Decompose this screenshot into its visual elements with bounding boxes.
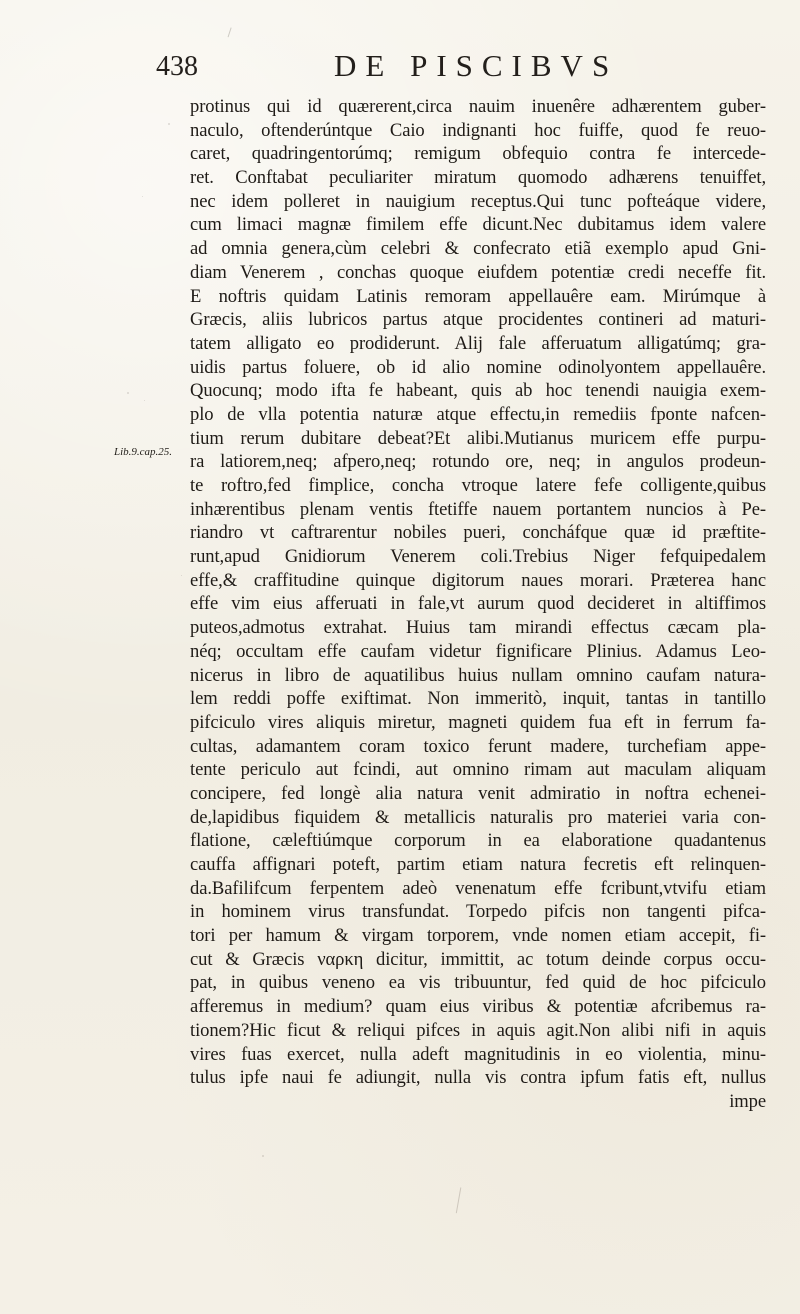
text-line-2: naculo, oftenderúntque Caio indignanti hoc fuiffe, quod fe reuo- [190, 119, 766, 141]
paper-speck [127, 392, 129, 394]
paper-speck [144, 400, 145, 401]
page-number: 438 [156, 51, 198, 82]
text-line-19: riandro vt caftrarentur nobiles pueri, concháfque quæ id præftite- [190, 522, 766, 544]
text-line-1: protinus qui id quærerent,circa nauim inuenêre adhærentem guber- [190, 96, 766, 117]
text-line-11: tatem alligato eo prodiderunt. Alij fale afferuatum alligatúmq; gra- [190, 332, 766, 354]
ink-mark [456, 1187, 469, 1214]
margin-note: Lib.9.cap.25. [114, 446, 173, 458]
text-line-18: inhærentibus plenam ventis ftetiffe nauem portantem nuncios à Pe- [190, 498, 766, 520]
text-line-20: runt,apud Gnidiorum Venerem coli.Trebius Niger fefquipedalem [190, 546, 766, 568]
text-line-35: in hominem virus transfundat. Torpedo pifcis non tangenti pifca- [190, 901, 766, 923]
text-line-36: tori per hamum & virgam torporem, vnde nomen etiam accepit, fi- [190, 925, 766, 947]
text-line-24: néq; occultam effe caufam videtur fignificare Plinius. Adamus Leo- [190, 640, 766, 662]
text-line-8: diam Venerem , conchas quoque eiufdem potentiæ credi neceffe fit. [190, 261, 766, 283]
text-line-31: de,lapidibus fiquidem & metallicis naturalis pro materiei varia con- [190, 806, 766, 828]
text-line-10: Græcis, aliis lubricos partus atque procidentes contineri ad maturi- [190, 309, 766, 331]
text-line-14: plo de vlla potentia naturæ atque effectu,in remediis fponte nafcen- [190, 403, 766, 425]
text-line-29: tente periculo aut fcindi, aut omnino rimam aut maculam aliquam [190, 759, 766, 781]
text-line-26: lem reddi poffe exiftimat. Non immeritò, inquit, tantas in tantillo [190, 688, 766, 710]
text-line-13: Quocunq; modo ifta fe habeant, quis ab hoc tenendi nauigia exem- [190, 380, 766, 402]
running-head: DE PISCIBVS [334, 48, 619, 83]
text-line-21: effe,& craffitudine quinque digitorum naues morari. Præterea hanc [190, 569, 766, 591]
text-line-34: da.Bafilifcum ferpentem adeò venenatum effe fcribunt,vtvifu etiam [190, 877, 766, 899]
text-line-23: puteos,admotus extrahat. Huius tam mirandi effectus cæcam pla- [190, 617, 766, 639]
text-line-42: tulus ipfe naui fe adiungit, nulla vis contra ipfum fatis eft, nullus [190, 1067, 766, 1089]
text-line-22: effe vim eius afferuati in fale,vt aurum quod decideret in altiffimos [190, 593, 766, 615]
text-line-15: tium rerum dubitare debeat?Et alibi.Mutianus muricem effe purpu- [190, 427, 766, 449]
paper-speck [142, 196, 143, 197]
text-line-12: uidis partus foluere, ob id alio nomine odinolyontem appellauêre. [190, 356, 766, 378]
text-line-17: te roftro,fed fimplice, concha vtroque latere fefe colligente,quibus [190, 475, 766, 496]
text-line-32: flatione, cæleftiúmque corporum in ea elaboratione quadantenus [190, 830, 766, 852]
text-line-30: concipere, fed longè alia natura venit admiratio in noftra echenei- [190, 782, 766, 804]
text-line-37: cut & Græcis ναρκη dicitur, immittit, ac totum deinde corpus occu- [190, 948, 766, 970]
text-line-41: vires fuas exercet, nulla adeft magnitudinis in eo violentia, minu- [190, 1043, 766, 1065]
text-line-25: nicerus in libro de aquatilibus huius nullam omnino caufam natura- [190, 664, 766, 686]
text-line-9: E noftris quidam Latinis remoram appellauêre eam. Mirúmque à [190, 285, 766, 307]
text-block [190, 95, 766, 1114]
text-line-38: pat, in quibus veneno ea vis tribuuntur, fed quid de hoc pifciculo [190, 972, 766, 994]
text-line-40: tionem?Hic ficut & reliqui pifces in aquis agit.Non alibi nifi in aquis [190, 1019, 766, 1041]
ink-mark [228, 27, 236, 38]
text-line-27: pifciculo vires aliquis miretur, magneti quidem fua eft in ferrum fa- [190, 711, 766, 733]
text-line-39: afferemus in medium? quam eius viribus & potentiæ afcribemus ra- [190, 996, 766, 1018]
text-line-3: caret, quadringentorúmq; remigum obfequio contra fe intercede- [190, 143, 766, 165]
text-line-33: cauffa affignari poteft, partim etiam natura fecretis eft relinquen- [190, 854, 766, 875]
text-line-5: nec idem polleret in nauigium receptus.Qui tunc pofteáque videre, [190, 190, 766, 212]
text-line-16: ra latiorem,neq; afpero,neq; rotundo ore, neq; in angulos prodeun- [190, 451, 766, 473]
paper-speck [181, 575, 182, 576]
text-line-7: ad omnia genera,cùm celebri & confecrato etiã exemplo apud Gni- [190, 238, 766, 260]
text-line-4: ret. Conftabat peculiariter miratum quomodo adhærens tenuiffet, [190, 167, 766, 189]
paper-speck [168, 123, 170, 125]
paper-speck [262, 1155, 264, 1157]
text-line-28: cultas, adamantem coram toxico ferunt madere, turchefiam appe- [190, 735, 766, 757]
page-header [0, 50, 800, 88]
catchword: impe [729, 1090, 766, 1112]
text-line-6: cum limaci magnæ fimilem effe dicunt.Nec dubitamus idem valere [190, 214, 766, 236]
